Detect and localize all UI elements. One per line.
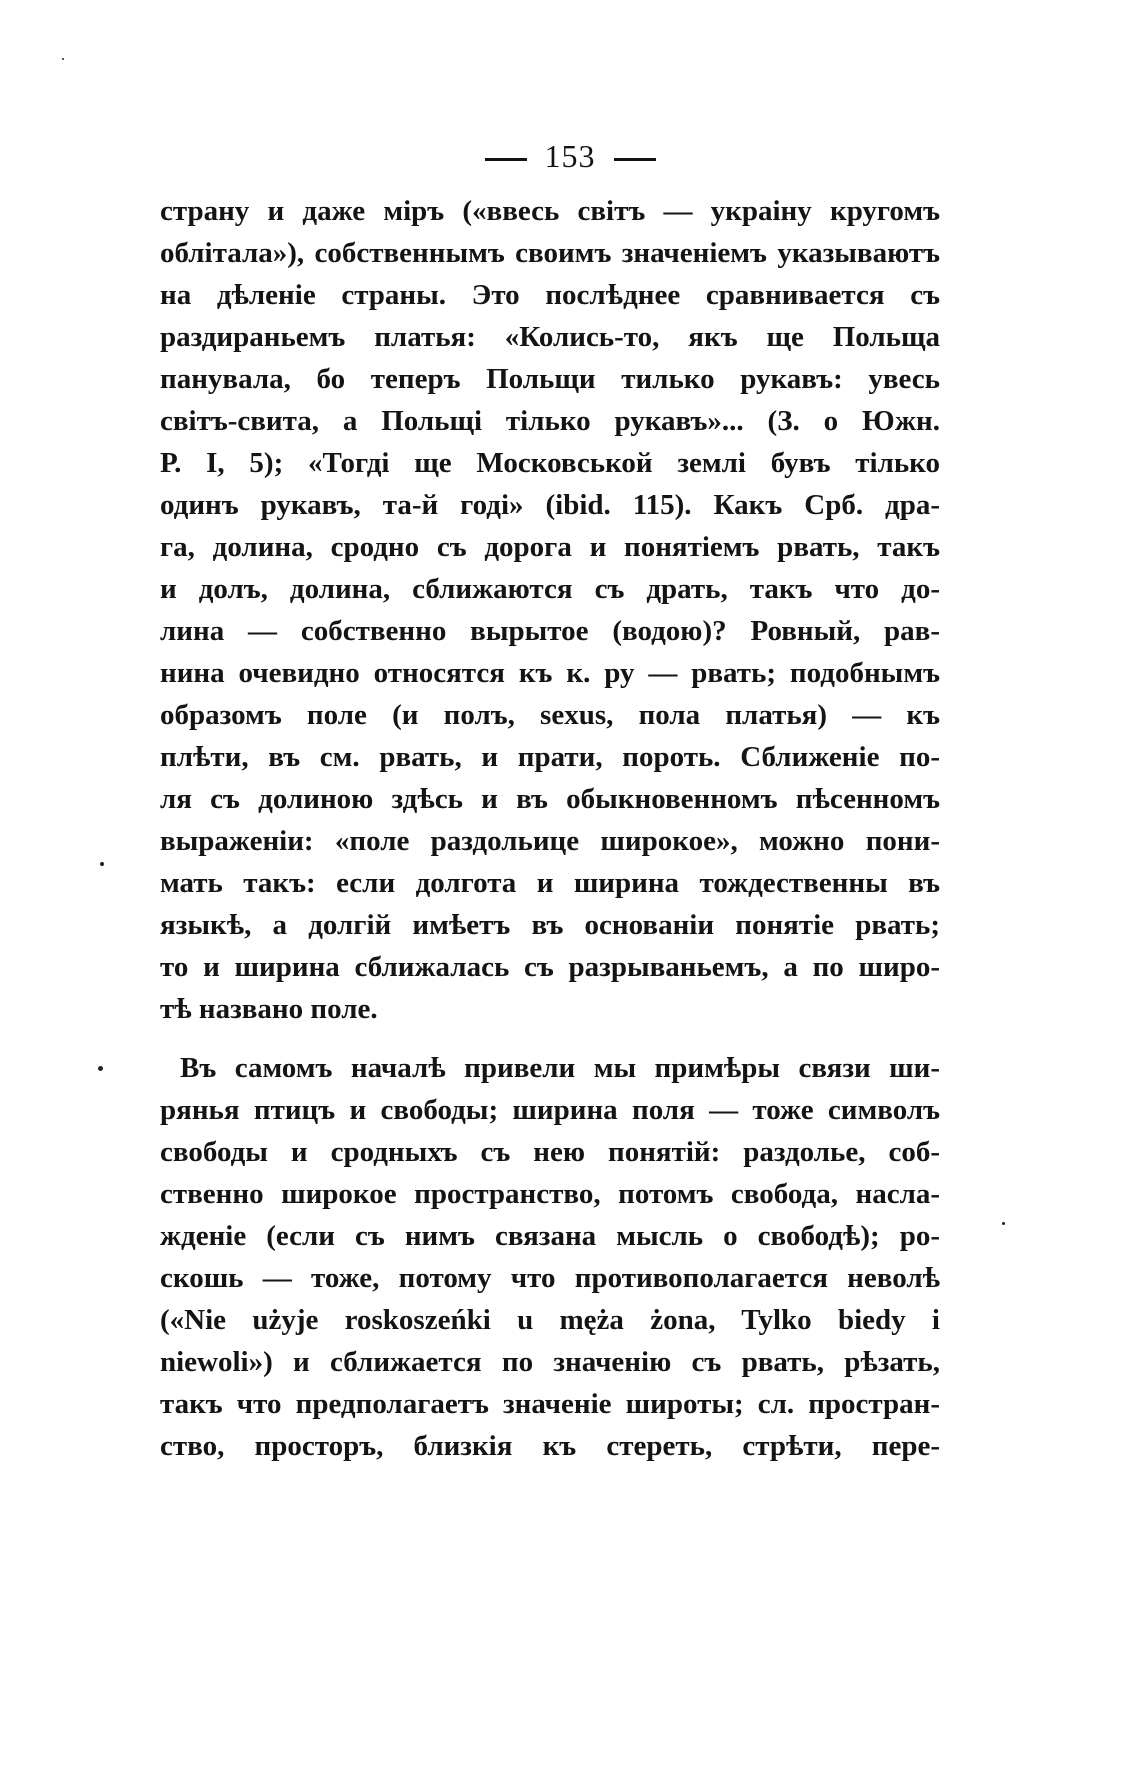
- header-dash-left: [485, 158, 527, 161]
- text-line: и долъ, долина, сближаются съ драть, такъ что до-: [160, 573, 940, 605]
- margin-speck: [1002, 1222, 1005, 1225]
- text-line: («Nie użyje roskoszeńki u męża żona, Tylko biedy i: [160, 1304, 940, 1336]
- text-line: тѣ названо поле.: [160, 993, 378, 1025]
- header-dash-right: [614, 158, 656, 161]
- text-line: облітала»), собственнымъ своимъ значеніемъ указываютъ: [160, 237, 940, 269]
- text-line: раздираньемъ платья: «Колись-то, якъ ще Польща: [160, 321, 940, 353]
- text-line: ля съ долиною здѣсь и въ обыкновенномъ пѣсенномъ: [160, 783, 940, 815]
- text-line: на дѣленіе страны. Это послѣднее сравнивается съ: [160, 279, 940, 311]
- paragraph-1: [160, 190, 940, 1030]
- text-line: страну и даже міръ («ввесь світъ — украіну кругомъ: [160, 195, 940, 227]
- text-line: Въ самомъ началѣ привели мы примѣры связи ши-: [180, 1052, 940, 1084]
- text-line: мать такъ: если долгота и ширина тождественны въ: [160, 867, 940, 899]
- paragraph-2: [160, 1047, 940, 1467]
- margin-speck: [62, 58, 64, 60]
- text-line: нина очевидно относятся къ к. ру — рвать; подобнымъ: [160, 657, 940, 689]
- text-line: панувала, бо теперъ Польщи тилько рукавъ: увесь: [160, 363, 940, 395]
- text-line: га, долина, сродно съ дорога и понятіемъ рвать, такъ: [160, 531, 940, 563]
- text-line: жденіе (если съ нимъ связана мысль о свободѣ); ро-: [160, 1220, 940, 1252]
- text-line: світъ-свита, а Польщі тілько рукавъ»... (З. о Южн.: [160, 405, 940, 437]
- text-line: niewoli») и сближается по значенію съ рвать, рѣзать,: [160, 1346, 940, 1378]
- text-line: свободы и сродныхъ съ нею понятій: раздолье, соб-: [160, 1136, 940, 1168]
- text-line: языкѣ, а долгій имѣетъ въ основаніи понятіе рвать;: [160, 909, 940, 941]
- text-line: выраженіи: «поле раздольице широкое», можно пони-: [160, 825, 940, 857]
- text-line: рянья птицъ и свободы; ширина поля — тоже символъ: [160, 1094, 940, 1126]
- text-line: образомъ поле (и полъ, sexus, пола платья) — къ: [160, 699, 940, 731]
- text-line: Р. І, 5); «Тогді ще Московськой землі бувъ тілько: [160, 447, 940, 479]
- margin-speck: [100, 862, 104, 866]
- text-line: плѣти, въ см. рвать, и прати, пороть. Сближеніе по-: [160, 741, 940, 773]
- text-line: одинъ рукавъ, та-й годі» (ibid. 115). Какъ Срб. дра-: [160, 489, 940, 521]
- text-line: такъ что предполагаетъ значеніе широты; сл. простран-: [160, 1388, 940, 1420]
- text-line: ственно широкое пространство, потомъ свобода, насла-: [160, 1178, 940, 1210]
- text-line: то и ширина сближалась съ разрываньемъ, а по широ-: [160, 951, 940, 983]
- margin-speck: [98, 1066, 103, 1071]
- text-line: лина — собственно вырытое (водою)? Ровный, рав-: [160, 615, 940, 647]
- text-line: скошь — тоже, потому что противополагается неволѣ: [160, 1262, 940, 1294]
- page-header: [0, 138, 1140, 175]
- text-line: ство, просторъ, близкія къ стереть, стрѣти, пере-: [160, 1430, 940, 1462]
- page-number: 153: [544, 138, 596, 174]
